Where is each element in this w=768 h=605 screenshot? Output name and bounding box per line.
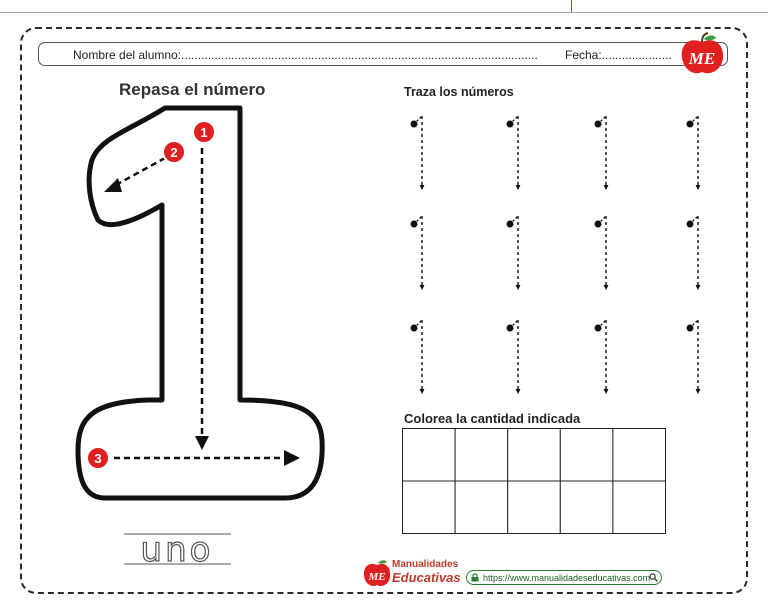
footer-logo-icon [362,558,392,588]
grid-cell[interactable] [403,481,456,534]
trace-one-guide [507,320,521,394]
trace-one-guide [411,320,425,394]
top-marker [571,0,572,12]
svg-text:ME: ME [368,571,386,583]
trace-one-guide [595,216,609,290]
footer-url-box[interactable] [466,570,662,585]
trace-one-guide [595,320,609,394]
step-3-label: 3 [94,451,102,466]
grid-cell[interactable] [508,429,561,482]
traceable-word [120,530,235,570]
date-label: Fecha:..................... [565,48,672,62]
trace-one-guide [507,116,521,190]
grid-cell[interactable] [508,481,561,534]
trace-one-guide [687,216,701,290]
trace-one-guide [411,216,425,290]
lock-icon [471,573,479,582]
browser-top-edge [0,0,768,13]
word-uno: uno [140,530,214,570]
trace-one-guide [595,116,609,190]
grid-cell[interactable] [613,429,666,482]
trace-one-guide [411,116,425,190]
apple-logo-icon [678,32,726,78]
step-2-label: 2 [170,145,178,160]
trace-numbers-title: Traza los números [404,85,514,99]
student-name-label: Nombre del alumno:........................................................................................................... [73,48,538,62]
grid-cell[interactable] [455,429,508,482]
trace-one-guide [507,216,521,290]
search-icon [649,573,658,582]
grid-cell[interactable] [560,429,613,482]
big-number-outline [70,100,335,520]
trace-big-number-title: Repasa el número [119,80,266,99]
trace-one-guide [687,116,701,190]
footer-url: https://www.manualidadeseducativas.com [483,573,651,583]
grid-cell[interactable] [403,429,456,482]
grid-cell[interactable] [560,481,613,534]
logo-text: ME [688,49,716,68]
name-date-bar [38,42,728,66]
grid-cell[interactable] [613,481,666,534]
grid-cell[interactable] [455,481,508,534]
footer-brand-line2: Educativas [392,570,461,585]
coloring-grid [402,428,666,534]
color-quantity-title: Colorea la cantidad indicada [404,411,581,426]
trace-numbers-area [400,108,730,408]
trace-one-guide [687,320,701,394]
footer-brand-line1: Manualidades [392,559,459,570]
step-1-label: 1 [200,125,208,140]
